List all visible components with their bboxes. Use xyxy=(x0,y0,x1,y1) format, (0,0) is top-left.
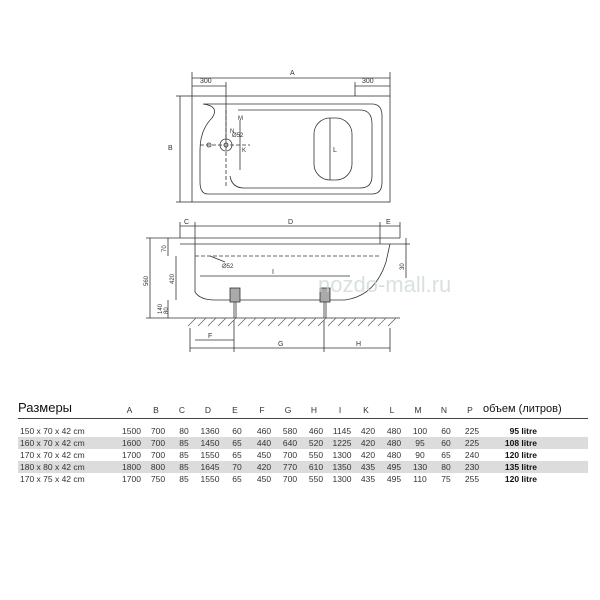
row-cell: 700 xyxy=(150,450,166,460)
dim-G: G xyxy=(278,341,284,348)
row-cell: 1145 xyxy=(332,426,352,436)
row-cell: 700 xyxy=(282,474,298,484)
table-row xyxy=(18,449,588,461)
row-cell: 85 xyxy=(179,474,189,484)
row-cell: 230 xyxy=(464,462,480,472)
row-cell: 240 xyxy=(464,450,480,460)
col-header: M xyxy=(414,405,422,415)
row-cell: 460 xyxy=(256,426,272,436)
dim-E: E xyxy=(386,219,391,226)
row-cell: 435 xyxy=(360,474,376,484)
row-cell: 550 xyxy=(308,474,324,484)
col-header: E xyxy=(232,405,238,415)
dim-560: 560 xyxy=(144,275,150,286)
row-cell: 90 xyxy=(415,450,425,460)
row-cell: 435 xyxy=(360,462,376,472)
dim-B: B xyxy=(168,145,173,152)
dim-diameter-top: Ø52 xyxy=(232,133,244,139)
dim-80: 80 xyxy=(164,307,170,314)
tub-inner-basin xyxy=(230,110,372,188)
table-body xyxy=(18,425,588,485)
row-cell: 700 xyxy=(150,438,166,448)
row-cell: 100 xyxy=(412,426,428,436)
row-cell: 800 xyxy=(150,462,166,472)
volume-header: объем (литров) xyxy=(483,403,562,415)
watermark: nozdo-mall.ru xyxy=(318,272,452,297)
row-cell: 110 xyxy=(413,474,427,484)
row-cell: 65 xyxy=(441,450,451,460)
row-cell: 480 xyxy=(386,450,402,460)
row-cell: 1300 xyxy=(332,474,352,484)
row-volume: 120 litre xyxy=(504,450,537,460)
row-cell: 130 xyxy=(412,462,428,472)
row-cell: 450 xyxy=(256,450,272,460)
table-row xyxy=(18,461,588,473)
row-cell: 225 xyxy=(464,426,480,436)
row-cell: 1645 xyxy=(200,462,220,472)
row-cell: 60 xyxy=(441,438,451,448)
row-cell: 440 xyxy=(256,438,272,448)
row-cell: 495 xyxy=(386,474,402,484)
dim-L: L xyxy=(333,147,337,154)
row-cell: 480 xyxy=(386,438,402,448)
dim-N: N xyxy=(230,129,235,135)
col-header: H xyxy=(310,405,318,415)
row-cell: 1300 xyxy=(332,450,352,460)
row-cell: 700 xyxy=(150,426,166,436)
dim-300-right: 300 xyxy=(362,78,374,85)
col-header: K xyxy=(363,405,369,415)
row-cell: 80 xyxy=(179,426,189,436)
row-cell: 1360 xyxy=(200,426,220,436)
row-cell: 610 xyxy=(308,462,324,472)
dim-I: I xyxy=(272,269,274,276)
row-size: 150 x 70 x 42 cm xyxy=(20,426,85,436)
row-cell: 1500 xyxy=(122,426,141,436)
header-rule xyxy=(18,418,588,419)
row-cell: 420 xyxy=(360,450,376,460)
row-cell: 65 xyxy=(232,438,242,448)
dim-M: M xyxy=(238,116,243,122)
dim-70: 70 xyxy=(162,245,168,252)
table-row xyxy=(18,473,588,485)
row-cell: 75 xyxy=(441,474,451,484)
col-header: L xyxy=(389,405,395,415)
row-volume: 120 litre xyxy=(504,474,537,484)
col-header: P xyxy=(467,405,473,415)
table-title: Размеры xyxy=(18,400,73,415)
row-cell: 225 xyxy=(464,438,480,448)
row-cell: 480 xyxy=(386,426,402,436)
col-header: I xyxy=(338,405,342,415)
col-header: C xyxy=(178,405,186,415)
row-cell: 85 xyxy=(179,462,189,472)
row-cell: 85 xyxy=(179,438,189,448)
row-cell: 65 xyxy=(232,474,242,484)
row-cell: 550 xyxy=(308,450,324,460)
table-header xyxy=(18,393,588,415)
tub-basin-top xyxy=(200,104,382,194)
dim-K: K xyxy=(242,148,247,154)
row-size: 170 x 70 x 42 cm xyxy=(20,450,85,460)
row-cell: 65 xyxy=(232,450,242,460)
row-cell: 95 xyxy=(415,438,425,448)
row-cell: 80 xyxy=(441,462,451,472)
col-header: F xyxy=(259,405,265,415)
row-cell: 60 xyxy=(232,426,242,436)
dim-A: A xyxy=(290,70,295,77)
dim-300-left: 300 xyxy=(200,78,212,85)
row-cell: 770 xyxy=(282,462,298,472)
row-cell: 1350 xyxy=(332,462,352,472)
col-header: G xyxy=(284,405,292,415)
row-size: 170 x 75 x 42 cm xyxy=(20,474,85,484)
dim-F: F xyxy=(208,333,213,340)
col-header: D xyxy=(204,405,212,415)
row-cell: 520 xyxy=(308,438,324,448)
row-cell: 1225 xyxy=(332,438,352,448)
row-volume: 135 litre xyxy=(504,462,537,472)
row-cell: 640 xyxy=(282,438,298,448)
row-cell: 1600 xyxy=(122,438,141,448)
row-cell: 1450 xyxy=(200,438,220,448)
table-row xyxy=(18,425,588,437)
row-cell: 70 xyxy=(232,462,242,472)
row-size: 180 x 80 x 42 cm xyxy=(20,462,85,472)
dim-420: 420 xyxy=(170,273,176,284)
top-view xyxy=(176,72,390,202)
dim-hole-side: Ø52 xyxy=(222,264,234,270)
row-cell: 450 xyxy=(256,474,272,484)
row-cell: 460 xyxy=(308,426,324,436)
dim-30: 30 xyxy=(400,263,406,270)
row-cell: 495 xyxy=(386,462,402,472)
row-cell: 420 xyxy=(256,462,272,472)
col-header: N xyxy=(440,405,448,415)
table-row xyxy=(18,437,588,449)
row-volume: 95 litre xyxy=(509,426,537,436)
row-cell: 700 xyxy=(282,450,298,460)
row-cell: 85 xyxy=(179,450,189,460)
col-header: A xyxy=(126,405,133,415)
leg-left xyxy=(230,288,240,302)
row-cell: 420 xyxy=(360,426,376,436)
dim-140: 140 xyxy=(158,303,164,314)
row-size: 160 x 70 x 42 cm xyxy=(20,438,85,448)
row-cell: 60 xyxy=(441,426,451,436)
row-cell: 1550 xyxy=(200,474,220,484)
row-cell: 1700 xyxy=(122,450,141,460)
row-cell: 255 xyxy=(464,474,480,484)
dim-C: C xyxy=(184,219,190,226)
row-volume: 108 litre xyxy=(504,438,537,448)
row-cell: 750 xyxy=(150,474,166,484)
dim-H: H xyxy=(356,341,362,348)
row-cell: 1700 xyxy=(122,474,141,484)
dim-D: D xyxy=(288,219,294,226)
row-cell: 420 xyxy=(360,438,376,448)
dimensions-table xyxy=(18,393,588,485)
row-cell: 580 xyxy=(282,426,298,436)
floor-hatch xyxy=(188,318,396,326)
col-header: B xyxy=(153,405,159,415)
row-cell: 1550 xyxy=(200,450,220,460)
row-cell: 1800 xyxy=(122,462,141,472)
